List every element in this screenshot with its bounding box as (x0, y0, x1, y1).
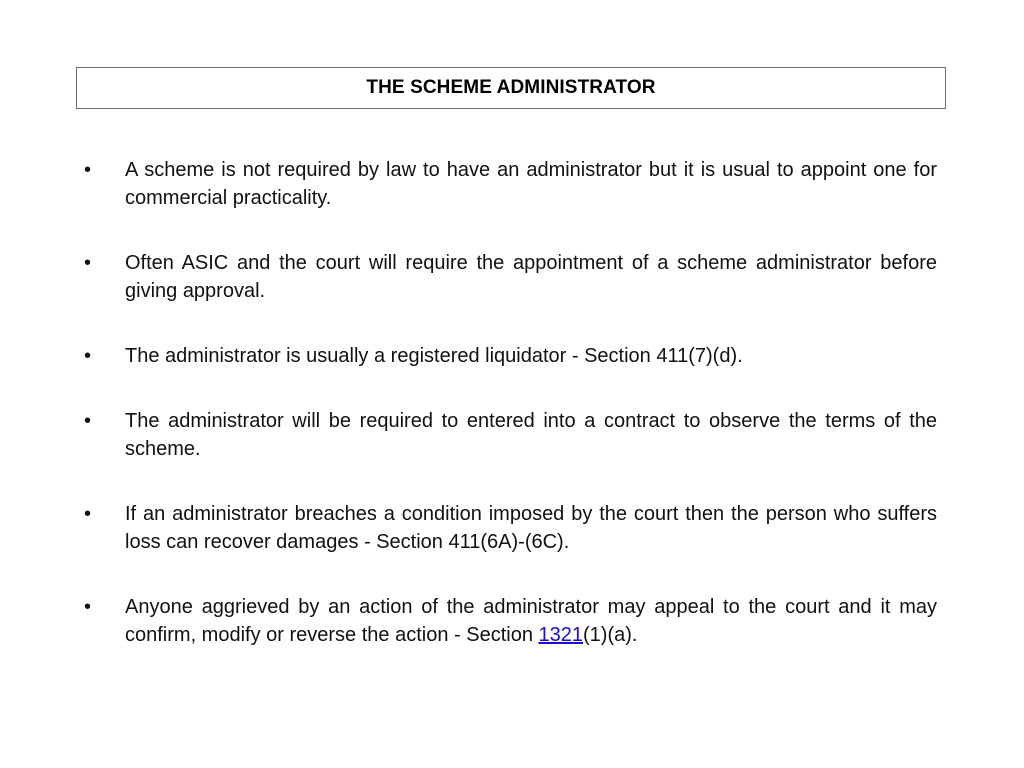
bullet-item (84, 342, 937, 370)
bullet-text-after: (1)(a). (583, 624, 638, 646)
bullet-item (84, 156, 937, 212)
bullet-text: If an administrator breaches a condition imposed by the court then the person who suffers loss can recover damages - Section 411(6A)-(6C). (125, 503, 937, 553)
section-link[interactable]: 1321 (538, 624, 583, 646)
bullet-item (84, 500, 937, 556)
bullet-icon: • (84, 159, 92, 181)
bullet-text: The administrator will be required to entered into a contract to observe the terms of the scheme. (125, 410, 937, 460)
bullet-text: Often ASIC and the court will require the appointment of a scheme administrator before giving approval. (125, 252, 937, 302)
bullet-item (84, 593, 937, 649)
bullet-icon: • (84, 252, 92, 274)
bullet-icon: • (84, 503, 92, 525)
bullet-icon: • (84, 596, 92, 618)
slide-title: THE SCHEME ADMINISTRATOR (366, 77, 656, 98)
bullet-text: The administrator is usually a registered liquidator - Section 411(7)(d). (125, 345, 743, 367)
bullet-item (84, 249, 937, 305)
bullet-item (84, 407, 937, 463)
bullet-list (84, 156, 937, 686)
bullet-icon: • (84, 410, 92, 432)
title-box (76, 67, 946, 109)
bullet-text: A scheme is not required by law to have an administrator but it is usual to appoint one for commercial practicality. (125, 159, 937, 209)
bullet-text (125, 596, 937, 646)
bullet-text-before: Anyone aggrieved by an action of the administrator may appeal to the court and it may confirm, modify or reverse the action - Section (125, 596, 937, 646)
bullet-icon: • (84, 345, 92, 367)
